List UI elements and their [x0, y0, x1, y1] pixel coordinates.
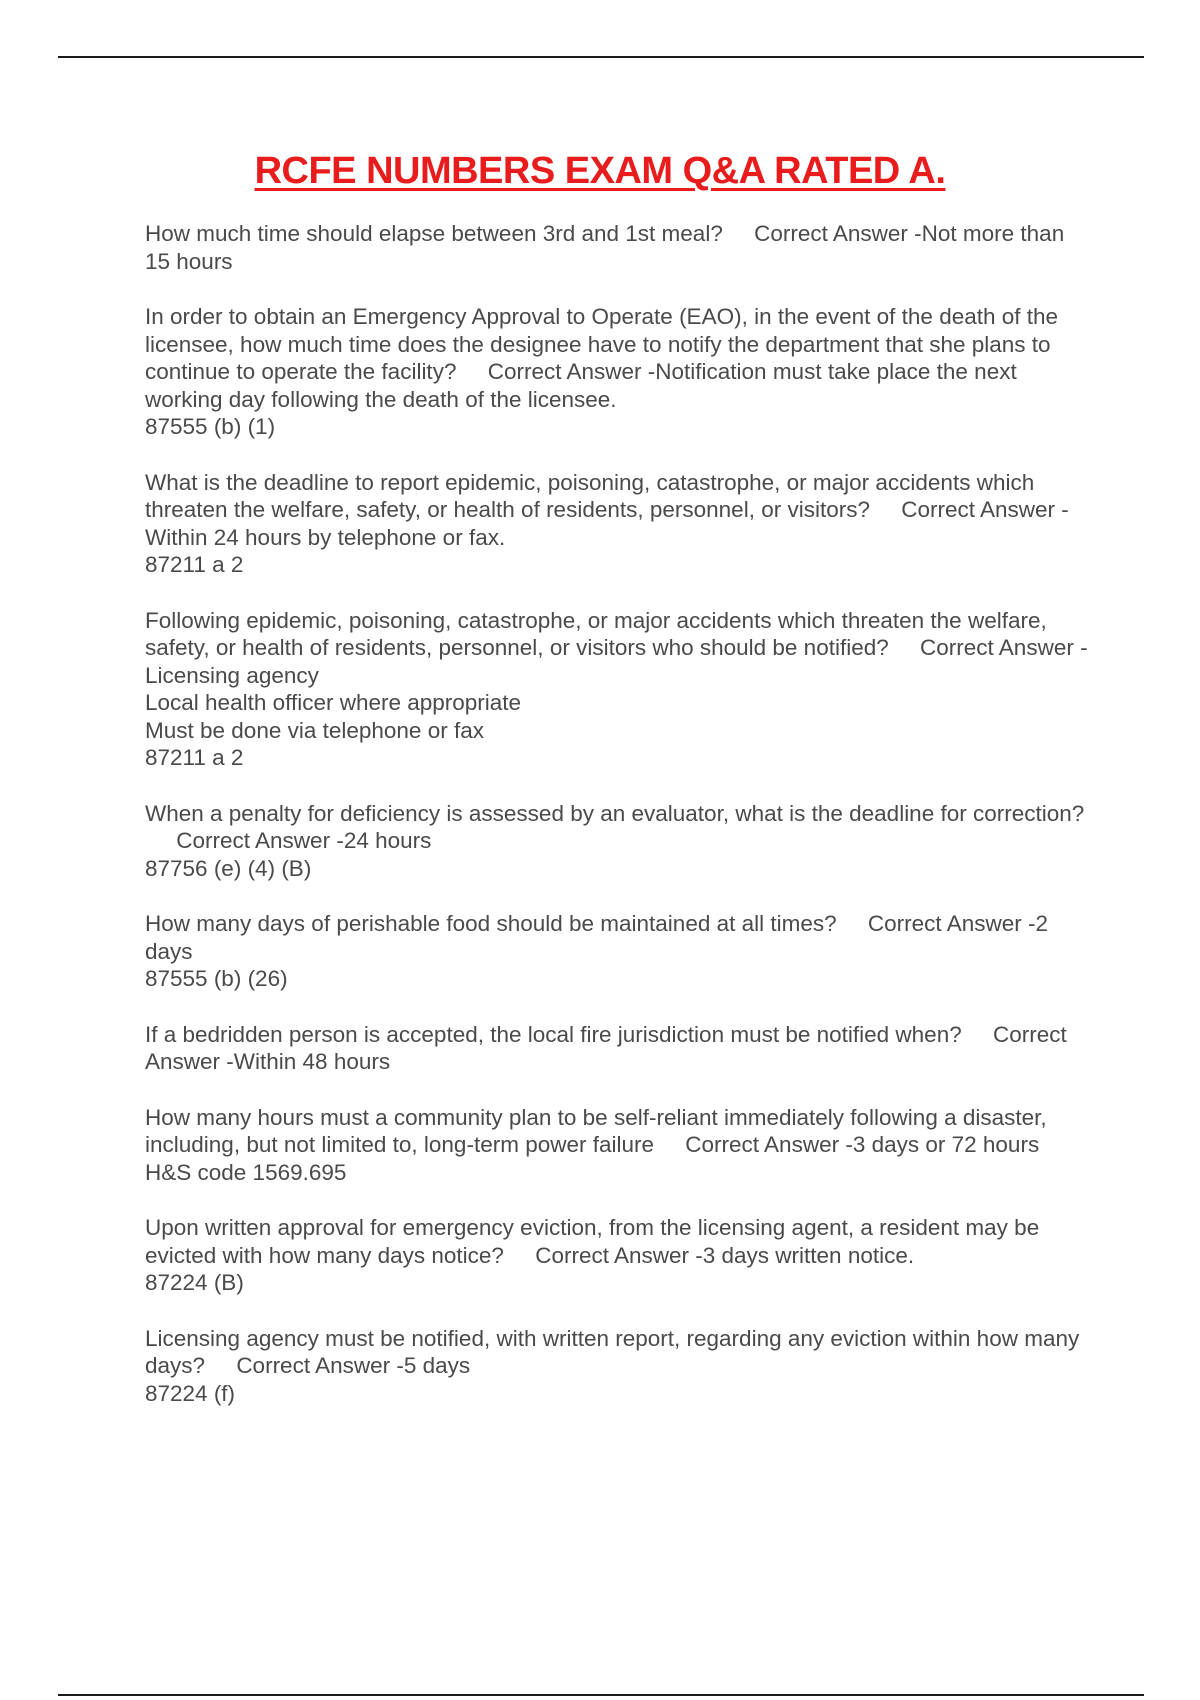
- answer-prefix: Correct Answer -: [535, 1242, 703, 1268]
- code-reference: 87756 (e) (4) (B): [145, 855, 312, 881]
- answer-value: 24 hours: [343, 828, 432, 853]
- question-text: What is the deadline to report epidemic, poisoning, catastrophe, or major accidents which threaten the welfare, safety, or health of residents, personnel, or visitors?: [145, 469, 1035, 522]
- qa-item: [145, 303, 1095, 441]
- question-text: How many days of perishable food should be maintained at all times?: [145, 911, 837, 936]
- answer-value: Within 24 hours by telephone or fax.: [145, 524, 506, 550]
- document-title: RCFE NUMBERS EXAM Q&A RATED A.: [254, 150, 946, 192]
- question-text: When a penalty for deficiency is assessed by an evaluator, what is the deadline for correction?: [145, 800, 1085, 826]
- question-text: How many hours must a community plan to be self-reliant immediately following a disaster, including, but not limited to, long-term power failure: [145, 1104, 1047, 1157]
- answer-value: Within 48 hours: [233, 1049, 391, 1074]
- qa-item: [145, 1325, 1095, 1408]
- answer-prefix: Correct Answer -: [145, 1021, 1067, 1074]
- answer-value: 3 days or 72 hours: [852, 1132, 1040, 1157]
- answer-value: Notification must take place the next working day following the death of the licensee.: [145, 359, 1017, 412]
- answer-line: Must be done via telephone or fax: [145, 717, 484, 743]
- qa-item: [145, 607, 1095, 772]
- code-reference: 87224 (B): [145, 1270, 244, 1295]
- qa-item: [145, 220, 1095, 275]
- header-rule: [58, 56, 1144, 58]
- answer-value: Not more than 15 hours: [145, 221, 1065, 274]
- answer-text: [685, 1132, 1039, 1157]
- qa-list: [145, 220, 1095, 1435]
- question-text: How much time should elapse between 3rd and 1st meal?: [145, 221, 723, 246]
- answer-text: [236, 1353, 470, 1378]
- code-reference: 87211 a 2: [145, 745, 244, 770]
- footer-rule: [58, 1694, 1144, 1696]
- qa-item: [145, 800, 1095, 883]
- qa-item: [145, 1104, 1095, 1187]
- answer-value: 5 days: [403, 1353, 471, 1378]
- code-reference: 87211 a 2: [145, 552, 244, 577]
- answer-prefix: Correct Answer -: [901, 497, 1069, 522]
- question-text: In order to obtain an Emergency Approval to Operate (EAO), in the event of the death of the licensee, how much time does the designee have to notify the department that she plans to continue to operate the facility?: [145, 304, 1059, 384]
- qa-item: [145, 910, 1095, 993]
- code-reference: H&S code 1569.695: [145, 1159, 347, 1185]
- answer-line: Local health officer where appropriate: [145, 690, 522, 715]
- answer-prefix: Correct Answer -: [236, 1353, 404, 1378]
- question-text: If a bedridden person is accepted, the local fire jurisdiction must be notified when?: [145, 1021, 962, 1047]
- answer-text: [535, 1243, 914, 1268]
- question-text: Following epidemic, poisoning, catastrophe, or major accidents which threaten the welfare, safety, or health of residents, personnel, or visitors who should be notified?: [145, 607, 1047, 660]
- question-text: Licensing agency must be notified, with written report, regarding any eviction within how many days?: [145, 1325, 1080, 1378]
- answer-value: 3 days written notice.: [702, 1242, 915, 1268]
- answer-text: [176, 828, 431, 853]
- answer-value: 2 days: [145, 911, 1048, 964]
- answer-prefix: Correct Answer -: [176, 828, 344, 853]
- answer-value: Licensing agency: [145, 662, 319, 688]
- qa-item: [145, 1021, 1095, 1076]
- question-text: Upon written approval for emergency eviction, from the licensing agent, a resident may be evicted with how many days notice?: [145, 1215, 1040, 1268]
- answer-prefix: Correct Answer -: [867, 911, 1036, 936]
- qa-item: [145, 469, 1095, 579]
- answer-prefix: Correct Answer -: [487, 359, 656, 384]
- code-reference: 87224 (f): [145, 1380, 236, 1406]
- answer-prefix: Correct Answer -: [920, 635, 1088, 660]
- qa-item: [145, 1214, 1095, 1297]
- code-reference: 87555 (b) (26): [145, 966, 288, 991]
- answer-prefix: Correct Answer -: [754, 221, 922, 246]
- answer-prefix: Correct Answer -: [685, 1132, 853, 1157]
- code-reference: 87555 (b) (1): [145, 414, 276, 439]
